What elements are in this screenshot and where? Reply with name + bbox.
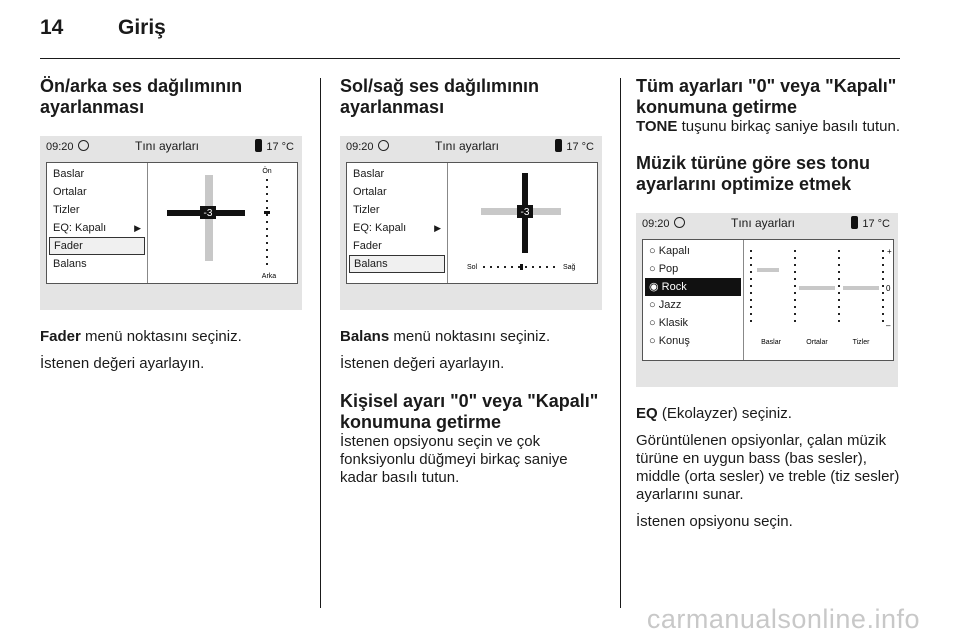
menu-item-label: EQ: Kapalı — [53, 222, 107, 234]
scale-minus: – — [886, 321, 891, 330]
menu-item[interactable]: Fader — [353, 240, 382, 252]
reset-all-text-rest: tuşunu birkaç saniye basılı tutun. — [677, 118, 901, 135]
menu-item[interactable]: Baslar — [353, 168, 385, 180]
screen-time: 09:20 — [346, 141, 374, 153]
screen-temp: 17 °C — [266, 141, 294, 153]
thermometer-icon — [851, 216, 858, 229]
eq-instruction-text: (Ekolayzer) seçiniz. — [657, 405, 792, 422]
column-fader — [40, 76, 308, 373]
column-balance — [340, 76, 608, 487]
tone-keyword: TONE — [636, 118, 678, 135]
menu-item[interactable]: Tizler — [353, 204, 380, 216]
eq-instruction-2: İstenen opsiyonu seçin. — [636, 513, 793, 530]
left-label: Sol — [467, 264, 478, 271]
fader-graphic — [147, 163, 297, 283]
balance-heading: Sol/sağ ses dağılımının ayarlanması — [340, 76, 540, 117]
reset-all-heading: Tüm ayarları "0" veya "Kapalı" konumuna getirme — [636, 76, 897, 117]
balance-graphic — [447, 163, 597, 283]
balance-screen — [340, 136, 602, 310]
menu-item-selected[interactable]: Balans — [349, 255, 445, 273]
balance-value: -3 — [520, 207, 530, 218]
scale-zero: 0 — [886, 284, 891, 293]
eq-keyword: EQ — [636, 405, 658, 422]
screen-panel — [46, 162, 298, 284]
eq-option[interactable]: ○ Klasik — [649, 317, 689, 329]
rear-label: Arka — [261, 273, 277, 280]
menu-item-selected[interactable]: Fader — [49, 237, 145, 255]
arrow-right-icon: ▶ — [434, 223, 441, 233]
eq-option[interactable]: ○ Jazz — [649, 299, 682, 311]
thermometer-icon — [555, 139, 562, 152]
balance-instruction-text: menü noktasını seçiniz. — [389, 328, 551, 345]
screen-temp: 17 °C — [566, 141, 594, 153]
fader-value: -3 — [203, 208, 213, 219]
personal-reset-heading: Kişisel ayarı "0" veya "Kapalı" konumuna getirme — [340, 391, 599, 432]
column-eq — [636, 76, 908, 531]
band-label-middle: Ortalar — [806, 339, 828, 346]
fader-heading: Ön/arka ses dağılımının ayarlanması — [40, 76, 243, 117]
menu-item[interactable] — [49, 219, 145, 237]
right-label: Sağ — [563, 264, 576, 271]
fader-marker — [264, 211, 270, 214]
middle-level — [799, 286, 835, 290]
balance-marker — [520, 264, 523, 270]
screen-temp: 17 °C — [862, 218, 890, 230]
screen-titlebar — [40, 136, 302, 158]
fader-instruction-text: menü noktasını seçiniz. — [80, 328, 242, 345]
clock-icon — [78, 140, 89, 151]
fader-screen — [40, 136, 302, 310]
menu-item[interactable]: Ortalar — [353, 186, 387, 198]
screen-panel — [642, 239, 894, 361]
eq-option-label: Pop — [658, 263, 679, 275]
eq-screen — [636, 213, 898, 387]
eq-heading: Müzik türüne göre ses tonu ayarlarını optimize etmek — [636, 153, 871, 194]
eq-option[interactable]: ○ Pop — [649, 263, 679, 275]
eq-option-label: Konuş — [658, 335, 690, 347]
screen-time: 09:20 — [642, 218, 670, 230]
band-label-bass: Baslar — [761, 339, 781, 346]
eq-option-list — [645, 242, 741, 350]
clock-icon — [378, 140, 389, 151]
header-rule — [40, 58, 900, 59]
menu-item-label: EQ: Kapalı — [353, 222, 407, 234]
screen-time: 09:20 — [46, 141, 74, 153]
screen-panel — [346, 162, 598, 284]
eq-option-label: Kapalı — [658, 245, 690, 257]
bass-level — [757, 268, 779, 272]
column-divider-2 — [620, 78, 621, 608]
balance-instruction-2: İstenen değeri ayarlayın. — [340, 355, 505, 372]
tone-menu — [49, 165, 145, 273]
treble-level — [843, 286, 879, 290]
tone-menu — [349, 165, 445, 273]
personal-reset-text: İstenen opsiyonu seçin ve çok fonksiyonlu düğmeyi birkaç saniye kadar basılı tutun. — [340, 433, 568, 486]
screen-titlebar — [340, 136, 602, 158]
eq-option[interactable]: ○ Konuş — [649, 335, 690, 347]
balance-keyword: Balans — [340, 328, 390, 345]
eq-instruction — [636, 405, 908, 423]
eq-option[interactable]: ○ Kapalı — [649, 245, 690, 257]
arrow-right-icon: ▶ — [134, 223, 141, 233]
watermark: carmanualsonline.info — [646, 604, 920, 634]
eq-option-label: Klasik — [658, 317, 689, 329]
section-title: Giriş — [118, 16, 166, 39]
menu-item[interactable]: Ortalar — [53, 186, 87, 198]
screen-title: Tını ayarları — [731, 216, 796, 230]
page-number: 14 — [40, 16, 64, 39]
thermometer-icon — [255, 139, 262, 152]
scale-plus: + — [887, 247, 892, 256]
screen-titlebar — [636, 213, 898, 235]
fader-instruction-2: İstenen değeri ayarlayın. — [40, 355, 205, 372]
menu-item[interactable]: Baslar — [53, 168, 85, 180]
eq-option-selected[interactable]: ◉ Rock — [645, 278, 741, 296]
fader-instruction — [40, 328, 308, 346]
eq-option-label: Jazz — [658, 299, 682, 311]
reset-all-text — [636, 118, 908, 136]
balance-instruction — [340, 328, 608, 346]
eq-option-label: Rock — [661, 281, 687, 293]
screen-title: Tını ayarları — [435, 139, 500, 153]
eq-graphic — [743, 240, 893, 360]
menu-item[interactable]: Tizler — [53, 204, 80, 216]
front-label: Ön — [262, 168, 272, 175]
clock-icon — [674, 217, 685, 228]
menu-item[interactable]: Balans — [53, 258, 87, 270]
menu-item[interactable] — [349, 219, 445, 237]
screen-title: Tını ayarları — [135, 139, 200, 153]
eq-description: Görüntülenen opsiyonlar, çalan müzik türüne en uygun bass (bas sesler), middle (orta sesler) ve treble (tiz sesler) ayarlarını sunar. — [636, 432, 900, 503]
band-label-treble: Tizler — [852, 339, 870, 346]
column-divider-1 — [320, 78, 321, 608]
fader-keyword: Fader — [40, 328, 81, 345]
